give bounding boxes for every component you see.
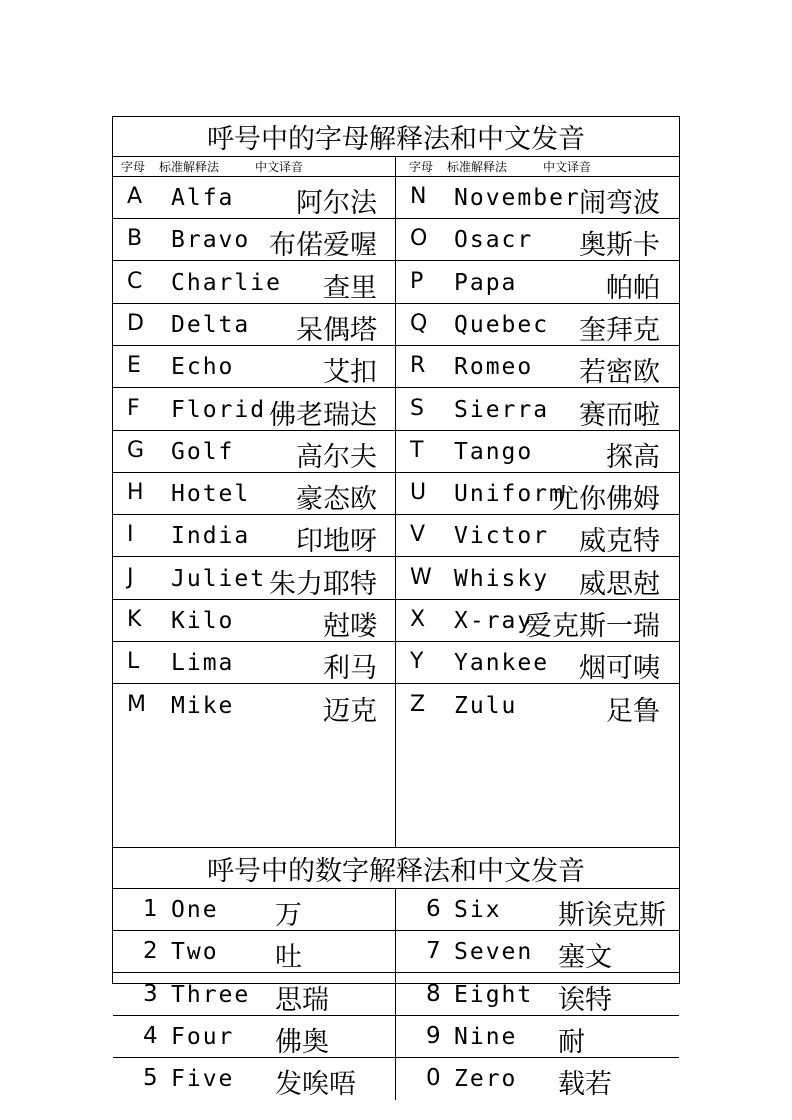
standard-word: Zulu <box>454 692 518 719</box>
standard-word: Seven <box>454 939 534 966</box>
digit: 4 <box>143 1022 158 1049</box>
standard-word: Nine <box>454 1023 518 1050</box>
phonetic-table <box>112 116 680 1101</box>
standard-word: Four <box>171 1023 235 1050</box>
standard-word: Uniform <box>454 481 565 508</box>
numbers-title: 呼号中的数字解释法和中文发音 <box>113 847 679 889</box>
digit: 0 <box>426 1065 441 1092</box>
chinese-pronunciation: 高尔夫 <box>296 441 377 473</box>
chinese-pronunciation: 豪态欧 <box>296 484 377 516</box>
letter: K <box>127 607 142 632</box>
standard-word: Osacr <box>454 227 534 254</box>
digit: 1 <box>143 896 158 922</box>
digit: 6 <box>426 896 441 922</box>
chinese-pronunciation: 印地呀 <box>296 526 377 558</box>
letters-title: 呼号中的字母解释法和中文发音 <box>113 117 679 157</box>
letter: Z <box>410 691 426 717</box>
standard-word: Two <box>171 939 219 966</box>
letter: N <box>410 184 427 209</box>
letter-cell <box>113 431 395 472</box>
standard-word: Tango <box>454 438 534 465</box>
standard-word: Six <box>454 897 502 923</box>
digit: 8 <box>426 980 441 1007</box>
chinese-pronunciation: 迈克 <box>323 695 377 727</box>
letter-cell <box>396 685 678 726</box>
letter: G <box>127 437 145 463</box>
standard-word: Juliet <box>171 565 267 592</box>
letter: A <box>127 184 143 209</box>
standard-word: One <box>171 897 219 923</box>
chinese-pronunciation: 足鲁 <box>606 695 660 727</box>
letter: T <box>410 437 424 463</box>
letter: L <box>127 649 140 675</box>
chinese-pronunciation: 斯诶克斯 <box>558 900 666 931</box>
letter-cell <box>113 515 395 556</box>
number-cell <box>113 1058 395 1099</box>
number-cell <box>113 1016 395 1057</box>
number-cell <box>396 931 678 972</box>
letter-cell <box>396 558 678 599</box>
letter-cell <box>396 219 678 260</box>
chinese-pronunciation: 烟可咦 <box>579 653 660 685</box>
table-row <box>113 642 679 684</box>
letter: X <box>410 607 426 632</box>
letter: C <box>127 268 143 294</box>
letter-cell <box>396 515 678 556</box>
letter-cell <box>396 389 678 430</box>
letter-cell <box>113 685 395 726</box>
digit: 3 <box>143 980 158 1007</box>
letter: Y <box>410 649 424 675</box>
chinese-pronunciation: 奥斯卡 <box>579 230 660 262</box>
table-row <box>113 558 679 600</box>
letter: H <box>127 480 144 506</box>
letter-cell <box>113 177 395 218</box>
standard-word: Mike <box>171 692 235 719</box>
chinese-pronunciation: 威克特 <box>579 526 660 558</box>
chinese-pronunciation: 思瑞 <box>275 984 329 1016</box>
table-row <box>113 304 679 346</box>
subheader-chinese: 中文译音 <box>255 160 304 174</box>
letter-cell <box>113 219 395 260</box>
table-row <box>113 473 679 515</box>
table-row <box>113 431 679 473</box>
standard-word: Charlie <box>171 269 282 296</box>
letter: Q <box>410 310 428 336</box>
standard-word: X-ray <box>454 608 534 634</box>
standard-word: November <box>454 185 581 211</box>
chinese-pronunciation: 利马 <box>323 653 377 685</box>
column-subheader <box>113 157 679 177</box>
subheader-right <box>409 157 591 176</box>
standard-word: Delta <box>171 311 251 338</box>
number-cell <box>113 974 395 1015</box>
chinese-pronunciation: 塞文 <box>558 942 612 974</box>
chinese-pronunciation: 探高 <box>606 441 660 473</box>
standard-word: Zero <box>454 1066 518 1093</box>
standard-word: Florid <box>171 396 267 423</box>
letter-cell <box>396 177 678 218</box>
letter-cell <box>113 304 395 345</box>
standard-word: Romeo <box>454 354 534 381</box>
digit: 9 <box>426 1022 441 1049</box>
chinese-pronunciation: 佛老瑞达 <box>269 399 377 431</box>
letter-cell <box>113 346 395 387</box>
letter: B <box>127 226 143 252</box>
subheader-letter: 字母 <box>409 160 434 174</box>
table-row <box>113 515 679 557</box>
standard-word: Kilo <box>171 608 235 634</box>
standard-word: Bravo <box>171 227 251 254</box>
letter-cell <box>396 642 678 683</box>
chinese-pronunciation: 查里 <box>323 272 377 304</box>
letter: V <box>410 522 426 548</box>
letter: U <box>410 480 427 506</box>
table-row <box>113 262 679 304</box>
chinese-pronunciation: 闹弯波 <box>579 188 660 219</box>
digit: 5 <box>143 1065 158 1092</box>
chinese-pronunciation: 发唉唔 <box>275 1069 356 1101</box>
letter: E <box>127 353 141 379</box>
standard-word: Eight <box>454 981 534 1008</box>
letter: P <box>410 268 424 294</box>
chinese-pronunciation: 朱力耶特 <box>269 568 377 600</box>
letter: R <box>410 353 426 379</box>
chinese-pronunciation: 赛而啦 <box>579 399 660 431</box>
standard-word: Papa <box>454 269 518 296</box>
chinese-pronunciation: 呆偶塔 <box>296 314 377 346</box>
standard-word: Hotel <box>171 481 251 508</box>
table-row <box>113 389 679 431</box>
chinese-pronunciation: 艾扣 <box>323 357 377 389</box>
chinese-pronunciation: 诶特 <box>558 984 612 1016</box>
letter: W <box>410 564 432 590</box>
standard-word: Yankee <box>454 650 550 677</box>
letter: D <box>127 310 144 336</box>
standard-word: Whisky <box>454 565 550 592</box>
subheader-standard: 标准解释法 <box>159 160 220 174</box>
letter: J <box>127 564 134 590</box>
number-cell <box>396 1058 678 1099</box>
table-row <box>113 219 679 261</box>
chinese-pronunciation: 耐 <box>558 1026 585 1058</box>
chinese-pronunciation: 吐 <box>275 942 302 974</box>
standard-word: Lima <box>171 650 235 677</box>
table-row <box>113 177 679 219</box>
letter-cell <box>113 389 395 430</box>
chinese-pronunciation: 载若 <box>558 1069 612 1101</box>
standard-word: Quebec <box>454 311 550 338</box>
letter-cell <box>396 600 678 641</box>
letter-cell <box>113 558 395 599</box>
letter: M <box>127 691 146 717</box>
chinese-pronunciation: 尅喽 <box>323 611 377 642</box>
digit: 2 <box>143 938 158 965</box>
subheader-letter: 字母 <box>121 160 146 174</box>
number-cell <box>396 974 678 1015</box>
chinese-pronunciation: 帕帕 <box>606 272 660 304</box>
standard-word: Victor <box>454 523 550 550</box>
letter-cell <box>396 473 678 514</box>
standard-word: Five <box>171 1066 235 1093</box>
table-row <box>113 346 679 388</box>
standard-word: Echo <box>171 354 235 381</box>
letter-cell <box>113 600 395 641</box>
table-row <box>113 685 679 727</box>
letter-cell <box>396 262 678 303</box>
chinese-pronunciation: 阿尔法 <box>296 188 377 219</box>
standard-word: India <box>171 523 251 550</box>
number-cell <box>396 889 678 930</box>
letter-cell <box>396 346 678 387</box>
digit: 7 <box>426 938 441 965</box>
number-cell <box>113 931 395 972</box>
letter-cell <box>113 262 395 303</box>
table-row <box>113 600 679 642</box>
letter-cell <box>113 473 395 514</box>
standard-word: Three <box>171 981 251 1008</box>
standard-word: Alfa <box>171 185 235 211</box>
chinese-pronunciation: 奎拜克 <box>579 314 660 346</box>
table-row <box>113 974 679 1016</box>
table-row <box>113 1016 679 1058</box>
table-row <box>113 889 679 931</box>
number-cell <box>113 889 395 930</box>
chinese-pronunciation: 布偌爱喔 <box>269 230 377 262</box>
letter-cell <box>113 642 395 683</box>
table-row <box>113 1058 679 1100</box>
standard-word: Golf <box>171 438 235 465</box>
letter: S <box>410 395 424 421</box>
chinese-pronunciation: 万 <box>275 900 302 931</box>
subheader-standard: 标准解释法 <box>447 160 508 174</box>
chinese-pronunciation: 佛奥 <box>275 1026 329 1058</box>
letter: O <box>410 226 428 252</box>
standard-word: Sierra <box>454 396 550 423</box>
letter-cell <box>396 304 678 345</box>
number-cell <box>396 1016 678 1057</box>
letter-cell <box>396 431 678 472</box>
letter: F <box>127 395 140 421</box>
chinese-pronunciation: 威思尅 <box>579 568 660 600</box>
chinese-pronunciation: 尤你佛姆 <box>552 484 660 516</box>
subheader-left <box>121 157 303 176</box>
subheader-chinese: 中文译音 <box>543 160 592 174</box>
letter: I <box>127 522 134 548</box>
table-row <box>113 931 679 973</box>
chinese-pronunciation: 爱克斯一瑞 <box>525 611 660 642</box>
chinese-pronunciation: 若密欧 <box>579 357 660 389</box>
